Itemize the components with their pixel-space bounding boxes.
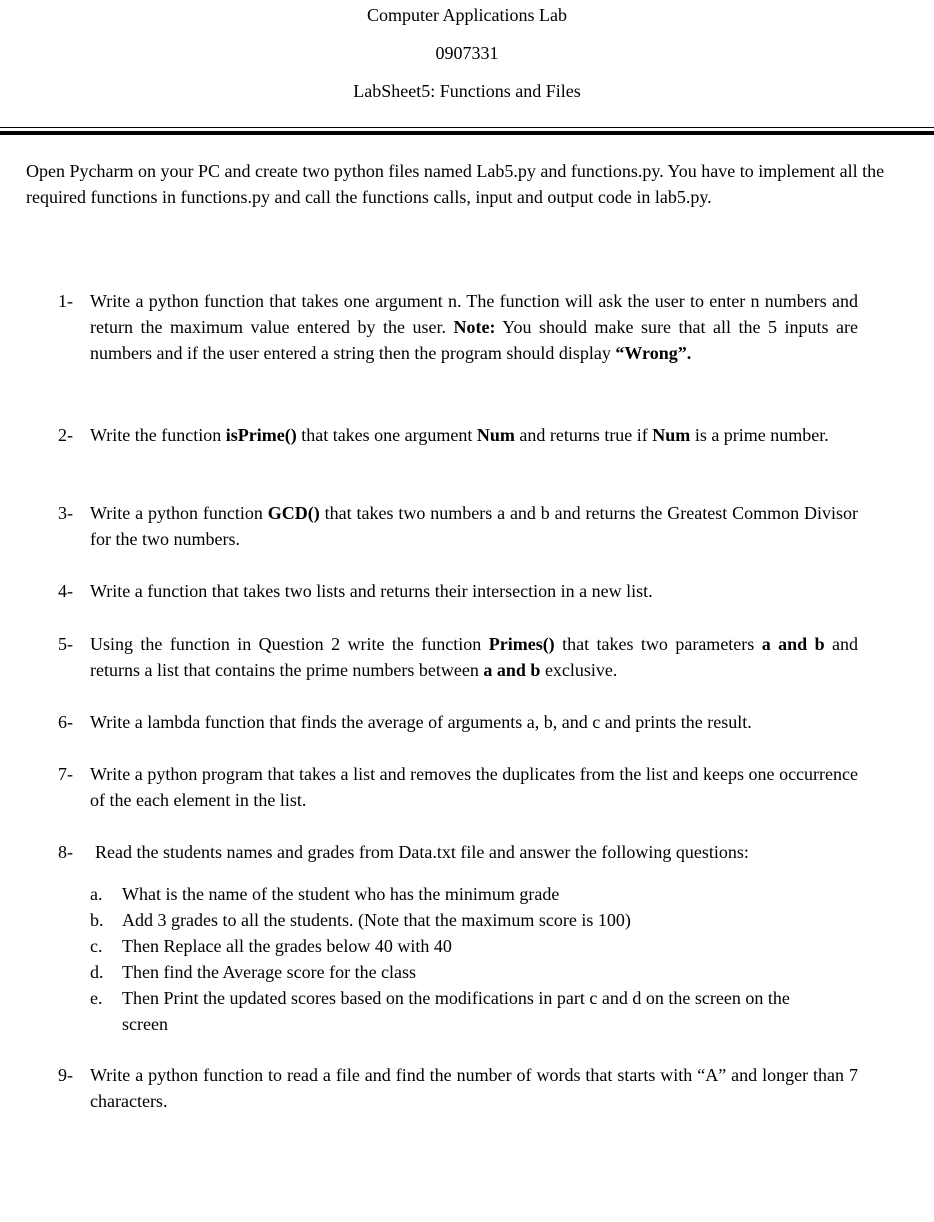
question-text: Write a function that takes two lists and returns their intersection in a new list.	[90, 581, 653, 601]
argument-name: Num	[476, 425, 515, 445]
question-number: 9-	[58, 1065, 73, 1085]
sub-item-text: Then Replace all the grades below 40 with 40	[122, 936, 452, 956]
question-4	[58, 578, 858, 604]
question-number: 4-	[58, 581, 73, 601]
question-9	[58, 1062, 858, 1114]
sub-item-letter: d.	[90, 962, 104, 982]
question-number: 1-	[58, 291, 73, 311]
sub-item-text: Then Print the updated scores based on the modifications in part c and d on the screen on the screen	[122, 988, 790, 1034]
header-rule-thick	[0, 131, 934, 135]
question-text: Write the function isPrime() that takes one argument Num and returns true if Num is a prime number.	[90, 425, 829, 445]
question-text: Write a python function that takes one argument n. The function will ask the user to enter n numbers and return the maximum value entered by the user. Note: You should make sure that all the 5 inputs are numbers and if the user entered a string then the program should display “Wrong”.	[90, 291, 858, 363]
question-6	[58, 709, 878, 735]
question-text: Write a python program that takes a list and removes the duplicates from the list and keeps one occurrence of the each element in the list.	[90, 764, 858, 810]
sub-item-letter: a.	[90, 884, 103, 904]
wrong-text: “Wrong”.	[615, 343, 692, 363]
question-3	[58, 500, 858, 552]
sub-item	[90, 985, 810, 1037]
question-text: Write a python function to read a file and find the number of words that starts with “A” and longer than 7 characters.	[90, 1065, 858, 1111]
intro-paragraph: Open Pycharm on your PC and create two python files named Lab5.py and functions.py. You have to implement all the required functions in functions.py and call the functions calls, input and output code in lab5.py.	[26, 161, 885, 207]
parameter-names: a and b	[761, 634, 825, 654]
sub-item-text: Then find the Average score for the class	[122, 962, 417, 982]
question-8	[58, 839, 878, 865]
question-2	[58, 422, 858, 448]
question-number: 3-	[58, 503, 73, 523]
sub-item-letter: e.	[90, 988, 103, 1008]
question-number: 8-	[58, 842, 73, 862]
argument-name: Num	[652, 425, 691, 445]
parameter-names: a and b	[483, 660, 541, 680]
function-name: Primes()	[488, 634, 555, 654]
sub-item	[90, 881, 830, 907]
sub-item-text: Add 3 grades to all the students. (Note that the maximum score is 100)	[122, 910, 631, 930]
question-number: 5-	[58, 634, 73, 654]
sub-item	[90, 907, 830, 933]
function-name: GCD()	[267, 503, 320, 523]
question-7	[58, 761, 858, 813]
sub-item-letter: b.	[90, 910, 104, 930]
question-number: 7-	[58, 764, 73, 784]
question-5	[58, 631, 858, 683]
doc-title: Computer Applications Lab	[367, 5, 567, 25]
question-text: Using the function in Question 2 write the function Primes() that takes two parameters a and b and returns a list that contains the prime numbers between a and b exclusive.	[90, 634, 859, 680]
note-label: Note:	[453, 317, 496, 337]
course-code: 0907331	[435, 43, 499, 63]
question-number: 6-	[58, 712, 73, 732]
question-text: Write a python function GCD() that takes two numbers a and b and returns the Greatest Common Divisor for the two numbers.	[90, 503, 858, 549]
sub-item	[90, 959, 830, 985]
sub-item-letter: c.	[90, 936, 103, 956]
question-text: Read the students names and grades from Data.txt file and answer the following questions:	[95, 842, 749, 862]
function-name: isPrime()	[225, 425, 297, 445]
lab-sheet-title: LabSheet5: Functions and Files	[353, 81, 581, 101]
sub-item	[90, 933, 830, 959]
question-text: Write a lambda function that finds the average of arguments a, b, and c and prints the result.	[90, 712, 752, 732]
question-1	[58, 288, 858, 366]
sub-item-text: What is the name of the student who has the minimum grade	[122, 884, 560, 904]
question-number: 2-	[58, 425, 73, 445]
header-rule-thin	[0, 127, 934, 128]
